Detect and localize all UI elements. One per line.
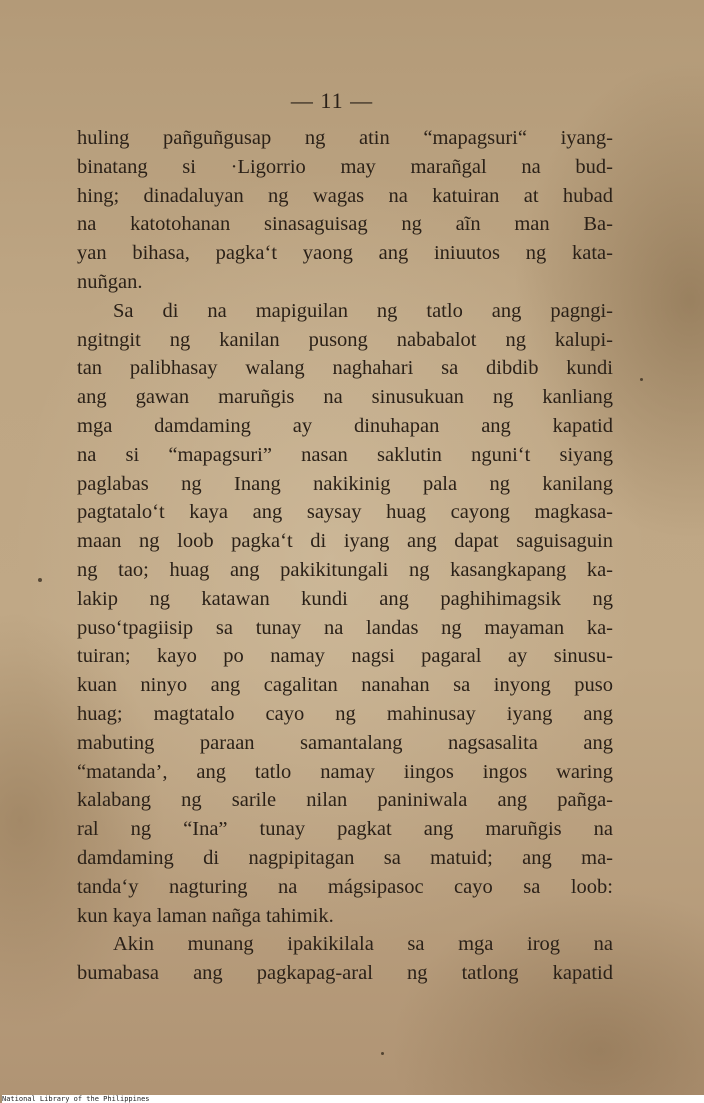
text-line: damdaming di nagpipitagan sa matuid; ang ma- bbox=[77, 846, 613, 869]
text-line: paglabas ng Inang nakikinig pala ng kanilang bbox=[77, 472, 613, 495]
text-line: puso‘tpagiisip sa tunay na landas ng mayaman ka- bbox=[77, 616, 613, 639]
text-line: binatang si ·Ligorrio may marañgal na bud- bbox=[77, 155, 613, 178]
text-line: pagtatalo‘t kaya ang saysay huag cayong magkasa- bbox=[77, 501, 613, 524]
text-line: bumabasa ang pagkapag-aral ng tatlong kapatid bbox=[77, 962, 613, 985]
text-line: mabuting paraan samantalang nagsasalita ang bbox=[77, 731, 613, 754]
text-line: mga damdaming ay dinuhapan ang kapatid bbox=[77, 414, 613, 437]
text-line: maan ng loob pagka‘t di iyang ang dapat saguisaguin bbox=[77, 530, 613, 553]
text-line: ngitngit ng kanilan pusong nababalot ng kalupi- bbox=[77, 328, 613, 351]
text-line: kun kaya laman nañga tahimik. bbox=[77, 904, 334, 927]
text-line: “matanda’, ang tatlo namay iingos ingos waring bbox=[77, 760, 613, 783]
ink-speck bbox=[381, 1052, 384, 1055]
text-line: ang gawan maruñgis na sinusukuan ng kanliang bbox=[77, 386, 613, 409]
text-line: lakip ng katawan kundi ang paghihimagsik ng bbox=[77, 587, 613, 610]
text-line: kuan ninyo ang cagalitan nanahan sa inyong puso bbox=[77, 674, 613, 697]
text-line: hing; dinadaluyan ng wagas na katuiran at hubad bbox=[77, 184, 613, 207]
text-line: ral ng “Ina” tunay pagkat ang maruñgis na bbox=[77, 818, 613, 841]
text-line: Akin munang ipakikilala sa mga irog na bbox=[113, 933, 613, 956]
ink-speck bbox=[38, 578, 42, 582]
text-line: tanda‘y nagturing na mágsipasoc cayo sa loob: bbox=[77, 875, 613, 898]
text-line: tan palibhasay walang naghahari sa dibdib kundi bbox=[77, 357, 613, 380]
body-text bbox=[77, 124, 613, 988]
text-line: na katotohanan sinasaguisag ng aĩn man Ba- bbox=[77, 213, 613, 236]
text-line: na si “mapagsuri” nasan saklutin nguni‘t siyang bbox=[77, 443, 613, 466]
text-line: huag; magtatalo cayo ng mahinusay iyang ang bbox=[77, 702, 613, 725]
text-line: yan bihasa, pagka‘t yaong ang iniuutos ng kata- bbox=[77, 242, 613, 265]
text-line: ng tao; huag ang pakikitungali ng kasangkapang ka- bbox=[77, 558, 613, 581]
text-line: huling pañguñgusap ng atin “mapagsuri“ iyang- bbox=[77, 127, 613, 149]
page-number: — 11 — bbox=[290, 88, 374, 113]
text-line: kalabang ng sarile nilan paniniwala ang pañga- bbox=[77, 789, 613, 812]
text-line: Sa di na mapiguilan ng tatlo ang pagngi- bbox=[113, 299, 613, 322]
text-line: tuiran; kayo po namay nagsi pagaral ay sinusu- bbox=[77, 645, 613, 668]
text-line: nuñgan. bbox=[77, 270, 143, 293]
library-watermark-label: National Library of the Philippines bbox=[2, 1095, 704, 1103]
ink-speck bbox=[640, 378, 643, 381]
